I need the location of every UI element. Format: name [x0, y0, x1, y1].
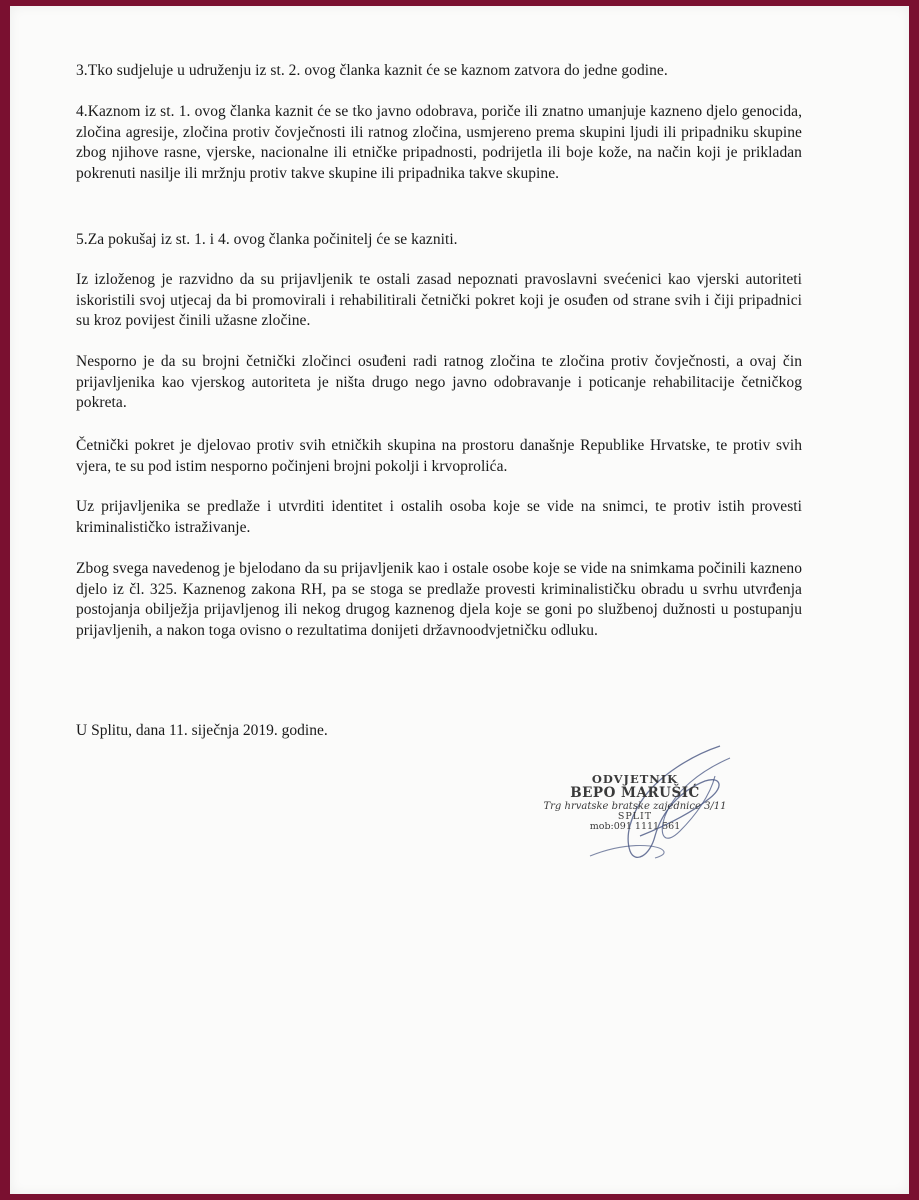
paragraph-3: 3.Tko sudjeluje u udruženju iz st. 2. ovog članka kaznit će se kaznom zatvora do jedne godine. — [76, 62, 668, 79]
stamp-city: SPLIT — [617, 811, 653, 822]
paragraph-conclusion-3: Četnički pokret je djelovao protiv svih etničkih skupina na prostoru današnje Republike Hrvatske, te protiv svih vjera, te su pod istim nesporno počinjeni brojni pokolji i krvoprolića. — [76, 437, 802, 475]
paragraph-final: Zbog svega navedenog je bjelodano da su prijavljenik kao i ostale osobe koje se vide na snimkama počinili kazneno djelo iz čl. 325. Kaznenog zakona RH, pa se stoga se predlaže provesti kriminalističku obradu u svrhu utvrđenja postojanja obilježja prijavljenog ili nekog drugog kaznenog djela koje se goni po službenoj dužnosti u postupanju prijavljenih, a nakon toga ovisno o rezultatima donijeti državnoodvjetničku odluku. — [76, 560, 802, 639]
paragraph-conclusion-1: Iz izloženog je razvidno da su prijavljenik te ostali zasad nepoznati pravoslavni svećenici kao vjerski autoriteti iskoristili svoj utjecaj da bi promovirali i rehabilitirali četnički pokret koji je osuđen od strane svih i čiji pripadnici su kroz povijest činili užasne zločine. — [76, 271, 802, 329]
paragraph-4: 4.Kaznom iz st. 1. ovog članka kaznit će se tko javno odobrava, poriče ili znatno umanjuje kazneno djelo genocida, zločina agresije, zločina protiv čovječnosti ili ratnog zločina, usmjereno prema skupini ljudi ili pripadniku skupine zbog njihove rasne, vjerske, nacionalne ili etničke pripadnosti, podrijetla ili boje kože, na način koji je prikladan pokrenuti nasilje ili mržnju protiv takve skupine ili pripadnika takve skupine. — [76, 103, 802, 182]
paragraph-5: 5.Za pokušaj iz st. 1. i 4. ovog članka počinitelj će se kazniti. — [76, 231, 458, 248]
stamp-phone: mob:091 1111 561 — [589, 821, 681, 832]
paragraph-conclusion-2: Nesporno je da su brojni četnički zločinci osuđeni radi ratnog zločina te zločina protiv čovječnosti, a ovaj čin prijavljenika kao vjerskog autoriteta je ništa drugo nego javno odobravanje i poticanje rehabilitacije četničkog pokreta. — [76, 353, 802, 411]
stamp-address: Trg hrvatske bratske zajednice 3/11 — [543, 801, 727, 812]
stamp-name: BEPO MARUŠIĆ — [570, 785, 700, 801]
paragraph-proposal: Uz prijavljenika se predlaže i utvrditi identitet i ostalih osoba koje se vide na snimci, te protiv istih provesti kriminalističko istraživanje. — [76, 498, 802, 536]
document-page — [10, 6, 909, 1194]
lawyer-stamp — [515, 772, 755, 832]
date-line: U Splitu, dana 11. siječnja 2019. godine. — [76, 722, 328, 739]
stamp-title: ODVJETNIK — [591, 772, 679, 786]
